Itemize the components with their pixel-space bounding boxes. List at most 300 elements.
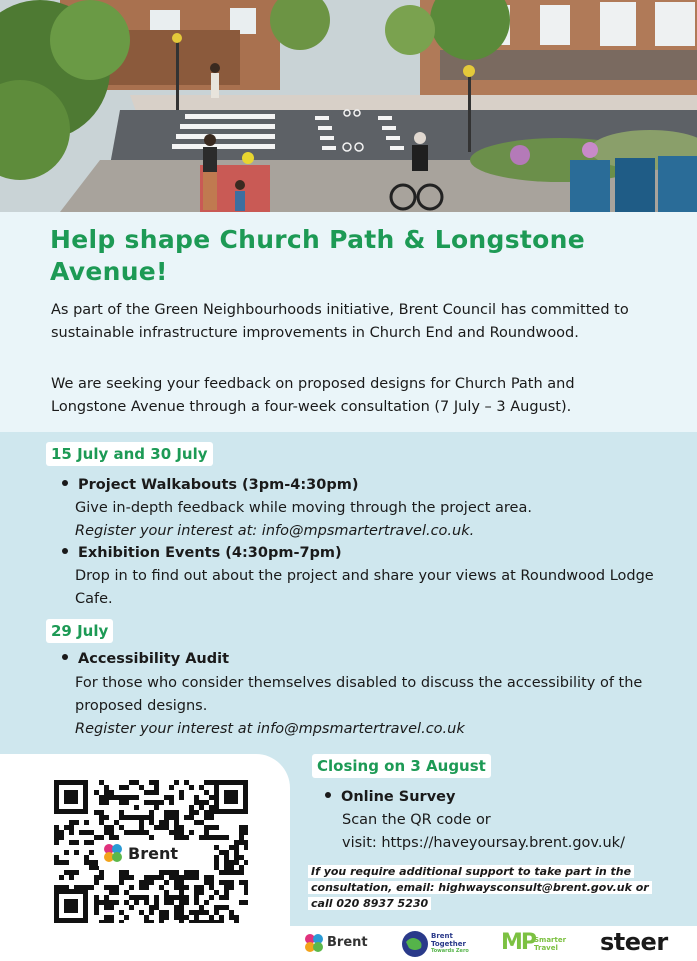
- qr-code-icon[interactable]: [54, 780, 248, 923]
- qr-module: [119, 870, 124, 875]
- qr-module: [204, 815, 209, 820]
- qr-module: [189, 870, 194, 875]
- qr-module: [204, 830, 209, 835]
- qr-module: [229, 845, 234, 850]
- qr-module: [209, 810, 214, 815]
- qr-module: [129, 815, 134, 820]
- qr-module: [229, 910, 234, 915]
- qr-module: [194, 870, 199, 875]
- qr-module: [244, 830, 248, 835]
- qr-module: [139, 885, 144, 890]
- qr-module: [64, 860, 69, 865]
- qr-module: [224, 870, 229, 875]
- qr-module: [184, 780, 189, 785]
- qr-module: [169, 800, 174, 805]
- qr-module: [194, 915, 199, 920]
- qr-module: [204, 880, 209, 885]
- qr-module: [179, 880, 184, 885]
- qr-module: [124, 795, 129, 800]
- qr-module: [119, 815, 124, 820]
- qr-module: [164, 820, 169, 825]
- qr-module: [104, 830, 109, 835]
- qr-module: [164, 880, 169, 885]
- qr-module: [234, 840, 239, 845]
- qr-module: [209, 880, 214, 885]
- qr-module: [214, 910, 219, 915]
- qr-module: [199, 885, 204, 890]
- qr-module: [149, 920, 154, 923]
- qr-module: [74, 870, 79, 875]
- qr-module: [204, 910, 209, 915]
- qr-module: [149, 810, 154, 815]
- qr-module: [159, 870, 164, 875]
- qr-module: [89, 865, 94, 870]
- qr-module: [144, 815, 149, 820]
- qr-module: [209, 885, 214, 890]
- qr-module: [129, 895, 134, 900]
- qr-module: [59, 875, 64, 880]
- qr-module: [94, 900, 99, 905]
- qr-module: [124, 890, 129, 895]
- qr-module: [89, 885, 94, 890]
- bullet-icon: [62, 548, 68, 554]
- qr-module: [99, 800, 104, 805]
- qr-module: [224, 880, 229, 885]
- qr-module: [174, 830, 179, 835]
- qr-module: [129, 885, 134, 890]
- qr-module: [54, 830, 59, 835]
- qr-module: [219, 850, 224, 855]
- qr-module: [99, 870, 104, 875]
- qr-module: [104, 785, 109, 790]
- qr-module: [54, 885, 59, 890]
- qr-module: [129, 905, 134, 910]
- qr-module: [154, 900, 159, 905]
- qr-module: [234, 850, 239, 855]
- qr-module: [204, 875, 209, 880]
- qr-module: [209, 815, 214, 820]
- qr-module: [54, 860, 59, 865]
- qr-module: [79, 830, 84, 835]
- qr-module: [194, 895, 199, 900]
- bullet-icon: [62, 480, 68, 486]
- brent-together-logo-text-2: Together: [431, 940, 466, 948]
- qr-module: [239, 900, 244, 905]
- qr-module: [159, 920, 164, 923]
- qr-module: [129, 795, 134, 800]
- qr-module: [169, 785, 174, 790]
- qr-module: [194, 820, 199, 825]
- brent-together-logo-text-1: Brent: [431, 932, 453, 940]
- date-tag-29-july: 29 July: [46, 619, 113, 643]
- closing-title-survey: [325, 786, 455, 808]
- qr-module: [59, 830, 64, 835]
- qr-module: [149, 800, 154, 805]
- qr-module: [59, 860, 64, 865]
- qr-module: [89, 850, 94, 855]
- qr-module: [214, 845, 219, 850]
- qr-module: [159, 800, 164, 805]
- qr-module: [84, 830, 89, 835]
- intro-paragraph-2: We are seeking your feedback on proposed designs for Church Path and Longstone Avenue through a four-week consultation (7 July – 3 August).: [51, 376, 575, 415]
- qr-module: [194, 875, 199, 880]
- qr-module: [239, 855, 244, 860]
- qr-module: [99, 835, 104, 840]
- qr-module: [234, 870, 239, 875]
- qr-module: [59, 885, 64, 890]
- qr-module: [104, 825, 109, 830]
- qr-module: [94, 880, 99, 885]
- qr-module: [179, 835, 184, 840]
- qr-module: [209, 795, 214, 800]
- qr-module: [179, 890, 184, 895]
- qr-module: [169, 895, 174, 900]
- qr-module: [94, 790, 99, 795]
- qr-module: [219, 880, 224, 885]
- qr-module: [144, 920, 149, 923]
- qr-module: [174, 910, 179, 915]
- qr-module: [104, 905, 109, 910]
- qr-module: [174, 895, 179, 900]
- qr-module: [229, 915, 234, 920]
- qr-module: [184, 915, 189, 920]
- qr-module: [149, 905, 154, 910]
- qr-module: [234, 860, 239, 865]
- qr-module: [164, 915, 169, 920]
- qr-module: [109, 900, 114, 905]
- qr-module: [224, 835, 229, 840]
- qr-module: [94, 910, 99, 915]
- qr-module: [234, 920, 239, 923]
- qr-module: [134, 815, 139, 820]
- mp-logo-text: MP: [501, 930, 536, 955]
- qr-module: [89, 840, 94, 845]
- qr-module: [114, 885, 119, 890]
- qr-module: [214, 905, 219, 910]
- support-note: [308, 864, 658, 912]
- qr-module: [239, 825, 244, 830]
- qr-module: [174, 815, 179, 820]
- event-title-walkabouts-text: Project Walkabouts (3pm-4:30pm): [78, 477, 359, 493]
- qr-module: [159, 820, 164, 825]
- qr-module: [184, 875, 189, 880]
- qr-module: [229, 870, 234, 875]
- qr-module: [144, 900, 149, 905]
- qr-module: [124, 915, 129, 920]
- qr-module: [124, 785, 129, 790]
- qr-module: [159, 875, 164, 880]
- qr-module: [124, 870, 129, 875]
- qr-module: [54, 825, 59, 830]
- brent-together-logo-text-3: Towards Zero: [431, 948, 469, 954]
- qr-module: [109, 795, 114, 800]
- qr-module: [164, 795, 169, 800]
- event-text-walkabouts: Give in-depth feedback while moving through the project area.: [75, 500, 532, 516]
- qr-module: [149, 820, 154, 825]
- qr-brent-label: Brent: [128, 844, 178, 863]
- qr-module: [124, 875, 129, 880]
- qr-module: [199, 890, 204, 895]
- qr-module: [194, 800, 199, 805]
- qr-module: [189, 910, 194, 915]
- qr-module: [99, 920, 104, 923]
- qr-module: [179, 910, 184, 915]
- qr-module: [169, 875, 174, 880]
- qr-module: [124, 830, 129, 835]
- qr-module: [239, 870, 244, 875]
- event-title-exhibition-text: Exhibition Events (4:30pm-7pm): [78, 545, 342, 561]
- qr-module: [89, 860, 94, 865]
- qr-module: [134, 795, 139, 800]
- qr-module: [214, 860, 219, 865]
- qr-module: [219, 835, 224, 840]
- qr-module: [174, 885, 179, 890]
- qr-module: [154, 905, 159, 910]
- qr-module: [164, 815, 169, 820]
- qr-module: [239, 840, 244, 845]
- qr-module: [69, 825, 74, 830]
- qr-module: [209, 875, 214, 880]
- qr-module: [94, 905, 99, 910]
- qr-module: [169, 795, 174, 800]
- qr-module: [229, 880, 234, 885]
- mp-logo-sub-2: Travel: [534, 944, 558, 952]
- qr-module: [104, 800, 109, 805]
- qr-module: [109, 830, 114, 835]
- qr-module: [214, 890, 219, 895]
- qr-module: [144, 875, 149, 880]
- qr-module: [149, 910, 154, 915]
- qr-module: [134, 900, 139, 905]
- qr-module: [144, 885, 149, 890]
- qr-module: [204, 900, 209, 905]
- event-register-accessibility: Register your interest at info@mpsmartertravel.co.uk: [75, 721, 465, 737]
- closing-title-survey-text: Online Survey: [341, 789, 456, 805]
- qr-module: [199, 800, 204, 805]
- qr-module: [209, 915, 214, 920]
- qr-module: [139, 830, 144, 835]
- qr-module: [199, 835, 204, 840]
- event-title-walkabouts: [62, 474, 358, 496]
- qr-module: [164, 870, 169, 875]
- qr-module: [239, 830, 244, 835]
- qr-module: [109, 790, 114, 795]
- qr-module: [239, 880, 244, 885]
- qr-module: [119, 825, 124, 830]
- qr-module: [234, 915, 239, 920]
- qr-module: [224, 865, 229, 870]
- mp-logo-sub-1: Smarter: [534, 936, 567, 944]
- qr-module: [164, 895, 169, 900]
- qr-module: [174, 780, 179, 785]
- qr-module: [84, 840, 89, 845]
- event-register-walkabouts: Register your interest at: info@mpsmartertravel.co.uk.: [75, 523, 475, 539]
- qr-module: [214, 835, 219, 840]
- qr-module: [69, 870, 74, 875]
- qr-module: [169, 810, 174, 815]
- qr-module: [74, 885, 79, 890]
- qr-module: [114, 900, 119, 905]
- bullet-icon: [325, 792, 331, 798]
- hero-street-illustration: [0, 0, 697, 212]
- qr-module: [154, 805, 159, 810]
- qr-module: [219, 915, 224, 920]
- qr-module: [234, 855, 239, 860]
- qr-module: [189, 920, 194, 923]
- qr-module: [209, 805, 214, 810]
- qr-module: [174, 875, 179, 880]
- qr-module: [229, 860, 234, 865]
- qr-module: [144, 915, 149, 920]
- qr-module: [239, 865, 244, 870]
- qr-module: [69, 820, 74, 825]
- qr-module: [109, 905, 114, 910]
- qr-module: [209, 835, 214, 840]
- page-title: Help shape Church Path & Longstone Avenue!: [50, 225, 585, 286]
- qr-module: [209, 825, 214, 830]
- qr-module: [124, 815, 129, 820]
- qr-module: [139, 815, 144, 820]
- bullet-icon: [62, 654, 68, 660]
- qr-module: [179, 915, 184, 920]
- brent-logo-text: Brent: [327, 935, 368, 950]
- qr-module: [164, 900, 169, 905]
- qr-module: [64, 885, 69, 890]
- event-title-accessibility: [62, 648, 229, 670]
- qr-module: [189, 810, 194, 815]
- qr-module: [99, 810, 104, 815]
- qr-module: [74, 820, 79, 825]
- qr-module: [244, 840, 248, 845]
- qr-module: [189, 830, 194, 835]
- qr-module: [159, 885, 164, 890]
- qr-module: [84, 855, 89, 860]
- support-note-text: If you require additional support to take part in the consultation, email: highwaysconsult@brent.gov.uk or call 020 8937 5230: [308, 865, 652, 910]
- qr-module: [189, 815, 194, 820]
- qr-module: [209, 780, 214, 785]
- qr-module: [84, 820, 89, 825]
- qr-module: [194, 885, 199, 890]
- qr-module: [64, 870, 69, 875]
- qr-module: [99, 815, 104, 820]
- qr-module: [94, 810, 99, 815]
- date-tag-closing: Closing on 3 August: [312, 754, 491, 778]
- qr-module: [99, 795, 104, 800]
- qr-module: [149, 880, 154, 885]
- qr-module: [204, 920, 209, 923]
- qr-module: [154, 785, 159, 790]
- qr-module: [149, 835, 154, 840]
- qr-module: [174, 915, 179, 920]
- qr-module: [204, 790, 209, 795]
- qr-module: [69, 840, 74, 845]
- qr-module: [119, 800, 124, 805]
- qr-module: [224, 905, 229, 910]
- qr-module: [134, 805, 139, 810]
- qr-module: [104, 885, 109, 890]
- qr-module: [194, 890, 199, 895]
- qr-module: [144, 895, 149, 900]
- qr-module: [134, 895, 139, 900]
- qr-module: [244, 890, 248, 895]
- qr-module: [164, 810, 169, 815]
- qr-module: [104, 920, 109, 923]
- qr-module: [209, 920, 214, 923]
- qr-module: [74, 850, 79, 855]
- qr-module: [214, 855, 219, 860]
- qr-module: [194, 900, 199, 905]
- qr-module: [199, 805, 204, 810]
- qr-module: [149, 780, 154, 785]
- qr-module: [94, 835, 99, 840]
- event-text-accessibility: For those who consider themselves disabled to discuss the accessibility of the proposed designs.: [75, 675, 643, 714]
- qr-module: [159, 910, 164, 915]
- qr-module: [109, 885, 114, 890]
- qr-module: [194, 795, 199, 800]
- qr-module: [129, 830, 134, 835]
- qr-module: [114, 795, 119, 800]
- qr-module: [149, 815, 154, 820]
- qr-module: [169, 815, 174, 820]
- qr-module: [159, 915, 164, 920]
- qr-module: [174, 810, 179, 815]
- qr-module: [134, 780, 139, 785]
- qr-module: [179, 885, 184, 890]
- qr-module: [204, 825, 209, 830]
- qr-module: [174, 820, 179, 825]
- qr-module: [54, 835, 59, 840]
- qr-module: [204, 835, 209, 840]
- qr-module: [84, 885, 89, 890]
- qr-module: [99, 900, 104, 905]
- qr-module: [144, 880, 149, 885]
- qr-module: [139, 910, 144, 915]
- qr-module: [179, 825, 184, 830]
- qr-module: [154, 895, 159, 900]
- qr-module: [129, 875, 134, 880]
- qr-module: [109, 890, 114, 895]
- qr-module: [174, 835, 179, 840]
- qr-module: [194, 810, 199, 815]
- qr-module: [244, 900, 248, 905]
- survey-link[interactable]: visit: https://haveyoursay.brent.gov.uk/: [342, 835, 625, 851]
- qr-module: [139, 880, 144, 885]
- qr-module: [139, 785, 144, 790]
- qr-module: [89, 830, 94, 835]
- qr-module: [234, 845, 239, 850]
- qr-module: [174, 825, 179, 830]
- qr-module: [139, 895, 144, 900]
- qr-module: [109, 835, 114, 840]
- qr-module: [179, 895, 184, 900]
- qr-module: [199, 785, 204, 790]
- qr-module: [69, 830, 74, 835]
- qr-module: [119, 810, 124, 815]
- qr-module: [194, 910, 199, 915]
- qr-module: [154, 800, 159, 805]
- qr-module: [69, 875, 74, 880]
- event-text-exhibition: Drop in to find out about the project and share your views at Roundwood Lodge Cafe.: [75, 568, 654, 607]
- qr-module: [144, 830, 149, 835]
- qr-module: [179, 795, 184, 800]
- qr-module: [79, 885, 84, 890]
- qr-module: [99, 820, 104, 825]
- qr-module: [199, 905, 204, 910]
- qr-module: [119, 910, 124, 915]
- qr-module: [144, 790, 149, 795]
- qr-module: [164, 890, 169, 895]
- intro-paragraph-1: As part of the Green Neighbourhoods initiative, Brent Council has committed to sustainable infrastructure improvements in Church End and Roundwood.: [51, 302, 629, 341]
